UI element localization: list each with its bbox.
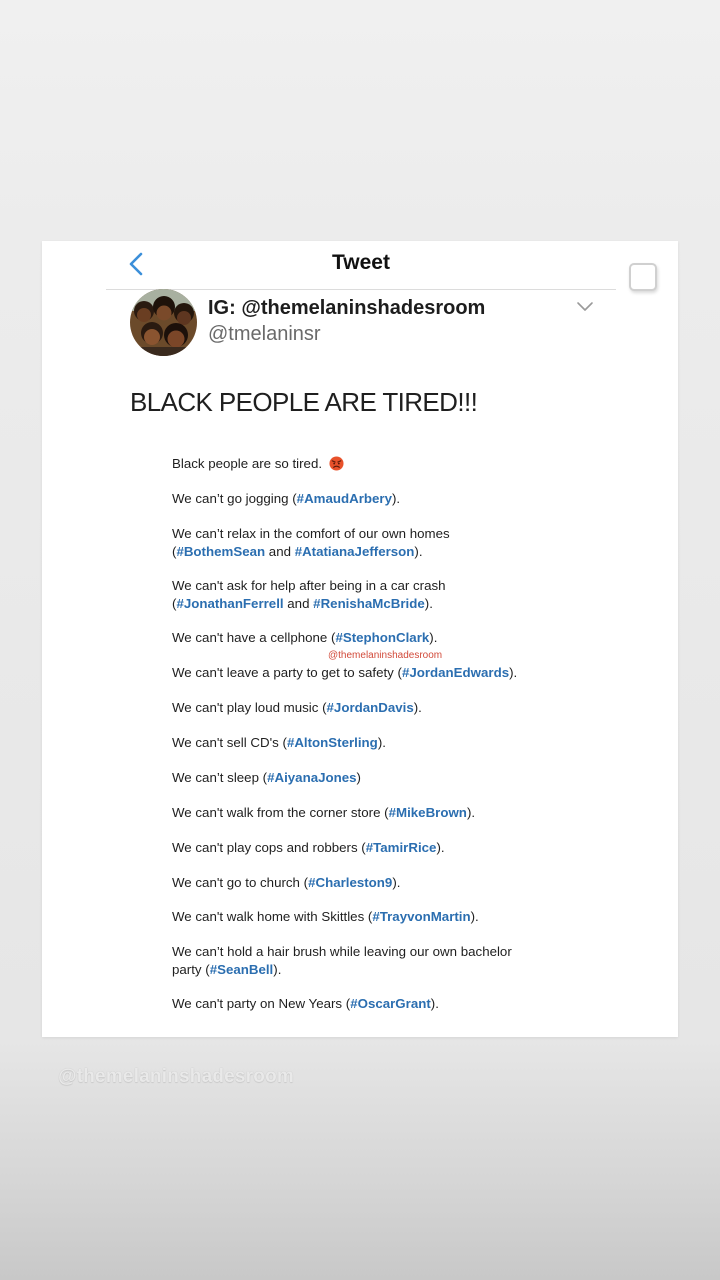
line-text: ).	[430, 996, 439, 1011]
story-watermark: @themelaninshadesroom	[58, 1066, 295, 1087]
hashtag-link[interactable]: #JonathanFerrell	[176, 596, 284, 611]
line-text: We can't sell CD's (	[172, 735, 287, 750]
hashtag-link[interactable]: #StephonClark	[335, 630, 430, 645]
body-line	[172, 908, 479, 926]
hashtag-link[interactable]: #BothemSean	[176, 544, 266, 559]
body-line	[172, 629, 437, 647]
line-text: ).	[470, 909, 479, 924]
hashtag-link[interactable]: #TamirRice	[365, 840, 437, 855]
body-line	[172, 874, 400, 892]
body-line	[172, 943, 512, 961]
line-text: ).	[429, 630, 438, 645]
line-text: ).	[436, 840, 445, 855]
body-line	[172, 961, 281, 979]
line-text: ).	[377, 735, 386, 750]
line-text: and	[265, 544, 295, 559]
line-text: We can't play loud music (	[172, 700, 327, 715]
inline-watermark: @themelaninshadesroom	[328, 650, 443, 661]
hashtag-link[interactable]: #AltonSterling	[286, 735, 378, 750]
line-text: We can't go to church (	[172, 875, 309, 890]
checkbox-icon[interactable]	[629, 263, 657, 291]
line-text: We can't party on New Years (	[172, 996, 351, 1011]
angry-face-icon	[329, 456, 344, 471]
body-line	[172, 995, 439, 1013]
page-title: Tweet	[332, 251, 390, 274]
line-text: ).	[509, 665, 518, 680]
avatar[interactable]	[130, 289, 197, 356]
line-text: We can't have a cellphone (	[172, 630, 336, 645]
line-text: and	[283, 596, 314, 611]
hashtag-link[interactable]: #AtatianaJefferson	[294, 544, 415, 559]
line-text: ).	[424, 596, 433, 611]
tweet-headline: BLACK PEOPLE ARE TIRED!!!	[130, 387, 478, 417]
line-text: We can't ask for help after being in a car crash	[172, 578, 446, 593]
body-line	[172, 699, 422, 717]
body-line	[172, 577, 446, 595]
hashtag-link[interactable]: #JordanEdwards	[401, 665, 510, 680]
line-text: ).	[413, 700, 422, 715]
hashtag-link[interactable]: #JordanDavis	[326, 700, 414, 715]
body-line	[172, 769, 361, 787]
body-line	[172, 595, 433, 613]
hashtag-link[interactable]: #Charleston9	[308, 875, 393, 890]
line-text: ).	[392, 875, 401, 890]
line-text: We can’t sleep (	[172, 770, 268, 785]
tweet-header-bar	[106, 241, 616, 290]
avatar-group-photo-icon	[130, 289, 197, 356]
chevron-down-icon[interactable]	[576, 301, 594, 313]
line-text: We can’t relax in the comfort of our own homes	[172, 526, 450, 541]
body-line	[172, 664, 517, 682]
body-line	[172, 543, 423, 561]
body-line	[172, 525, 450, 543]
line-text: We can't walk from the corner store (	[172, 805, 389, 820]
line-text: ).	[273, 962, 282, 977]
body-line	[172, 490, 400, 508]
tweet-screenshot-card	[42, 241, 678, 1037]
hashtag-link[interactable]: #TrayvonMartin	[372, 909, 471, 924]
line-text: (	[172, 544, 177, 559]
hashtag-link[interactable]: #RenishaMcBride	[313, 596, 425, 611]
hashtag-link[interactable]: #AmaudArbery	[296, 491, 392, 506]
line-text: We can't play cops and robbers (	[172, 840, 366, 855]
line-text: ).	[414, 544, 423, 559]
display-name[interactable]: IG: @themelaninshadesroom	[208, 297, 486, 319]
hashtag-link[interactable]: #OscarGrant	[350, 996, 431, 1011]
line-text: )	[356, 770, 361, 785]
body-line	[172, 455, 344, 473]
hashtag-link[interactable]: #AiyanaJones	[267, 770, 357, 785]
line-text: We can’t hold a hair brush while leaving our own bachelor	[172, 944, 512, 959]
line-text: party (	[172, 962, 210, 977]
line-text: We can't leave a party to get to safety (	[172, 665, 402, 680]
body-line	[172, 804, 475, 822]
hashtag-link[interactable]: #SeanBell	[209, 962, 274, 977]
hashtag-link[interactable]: #MikeBrown	[388, 805, 467, 820]
user-handle[interactable]: @tmelaninsr	[208, 323, 321, 345]
line-text: We can’t go jogging (	[172, 491, 297, 506]
line-text: ).	[466, 805, 476, 820]
line-text: ).	[392, 491, 401, 506]
line-text: (	[172, 596, 177, 611]
line-text: We can't walk home with Skittles (	[172, 909, 373, 924]
line-text: Black people are so tired.	[172, 456, 323, 471]
body-line	[172, 734, 386, 752]
body-line	[172, 839, 445, 857]
